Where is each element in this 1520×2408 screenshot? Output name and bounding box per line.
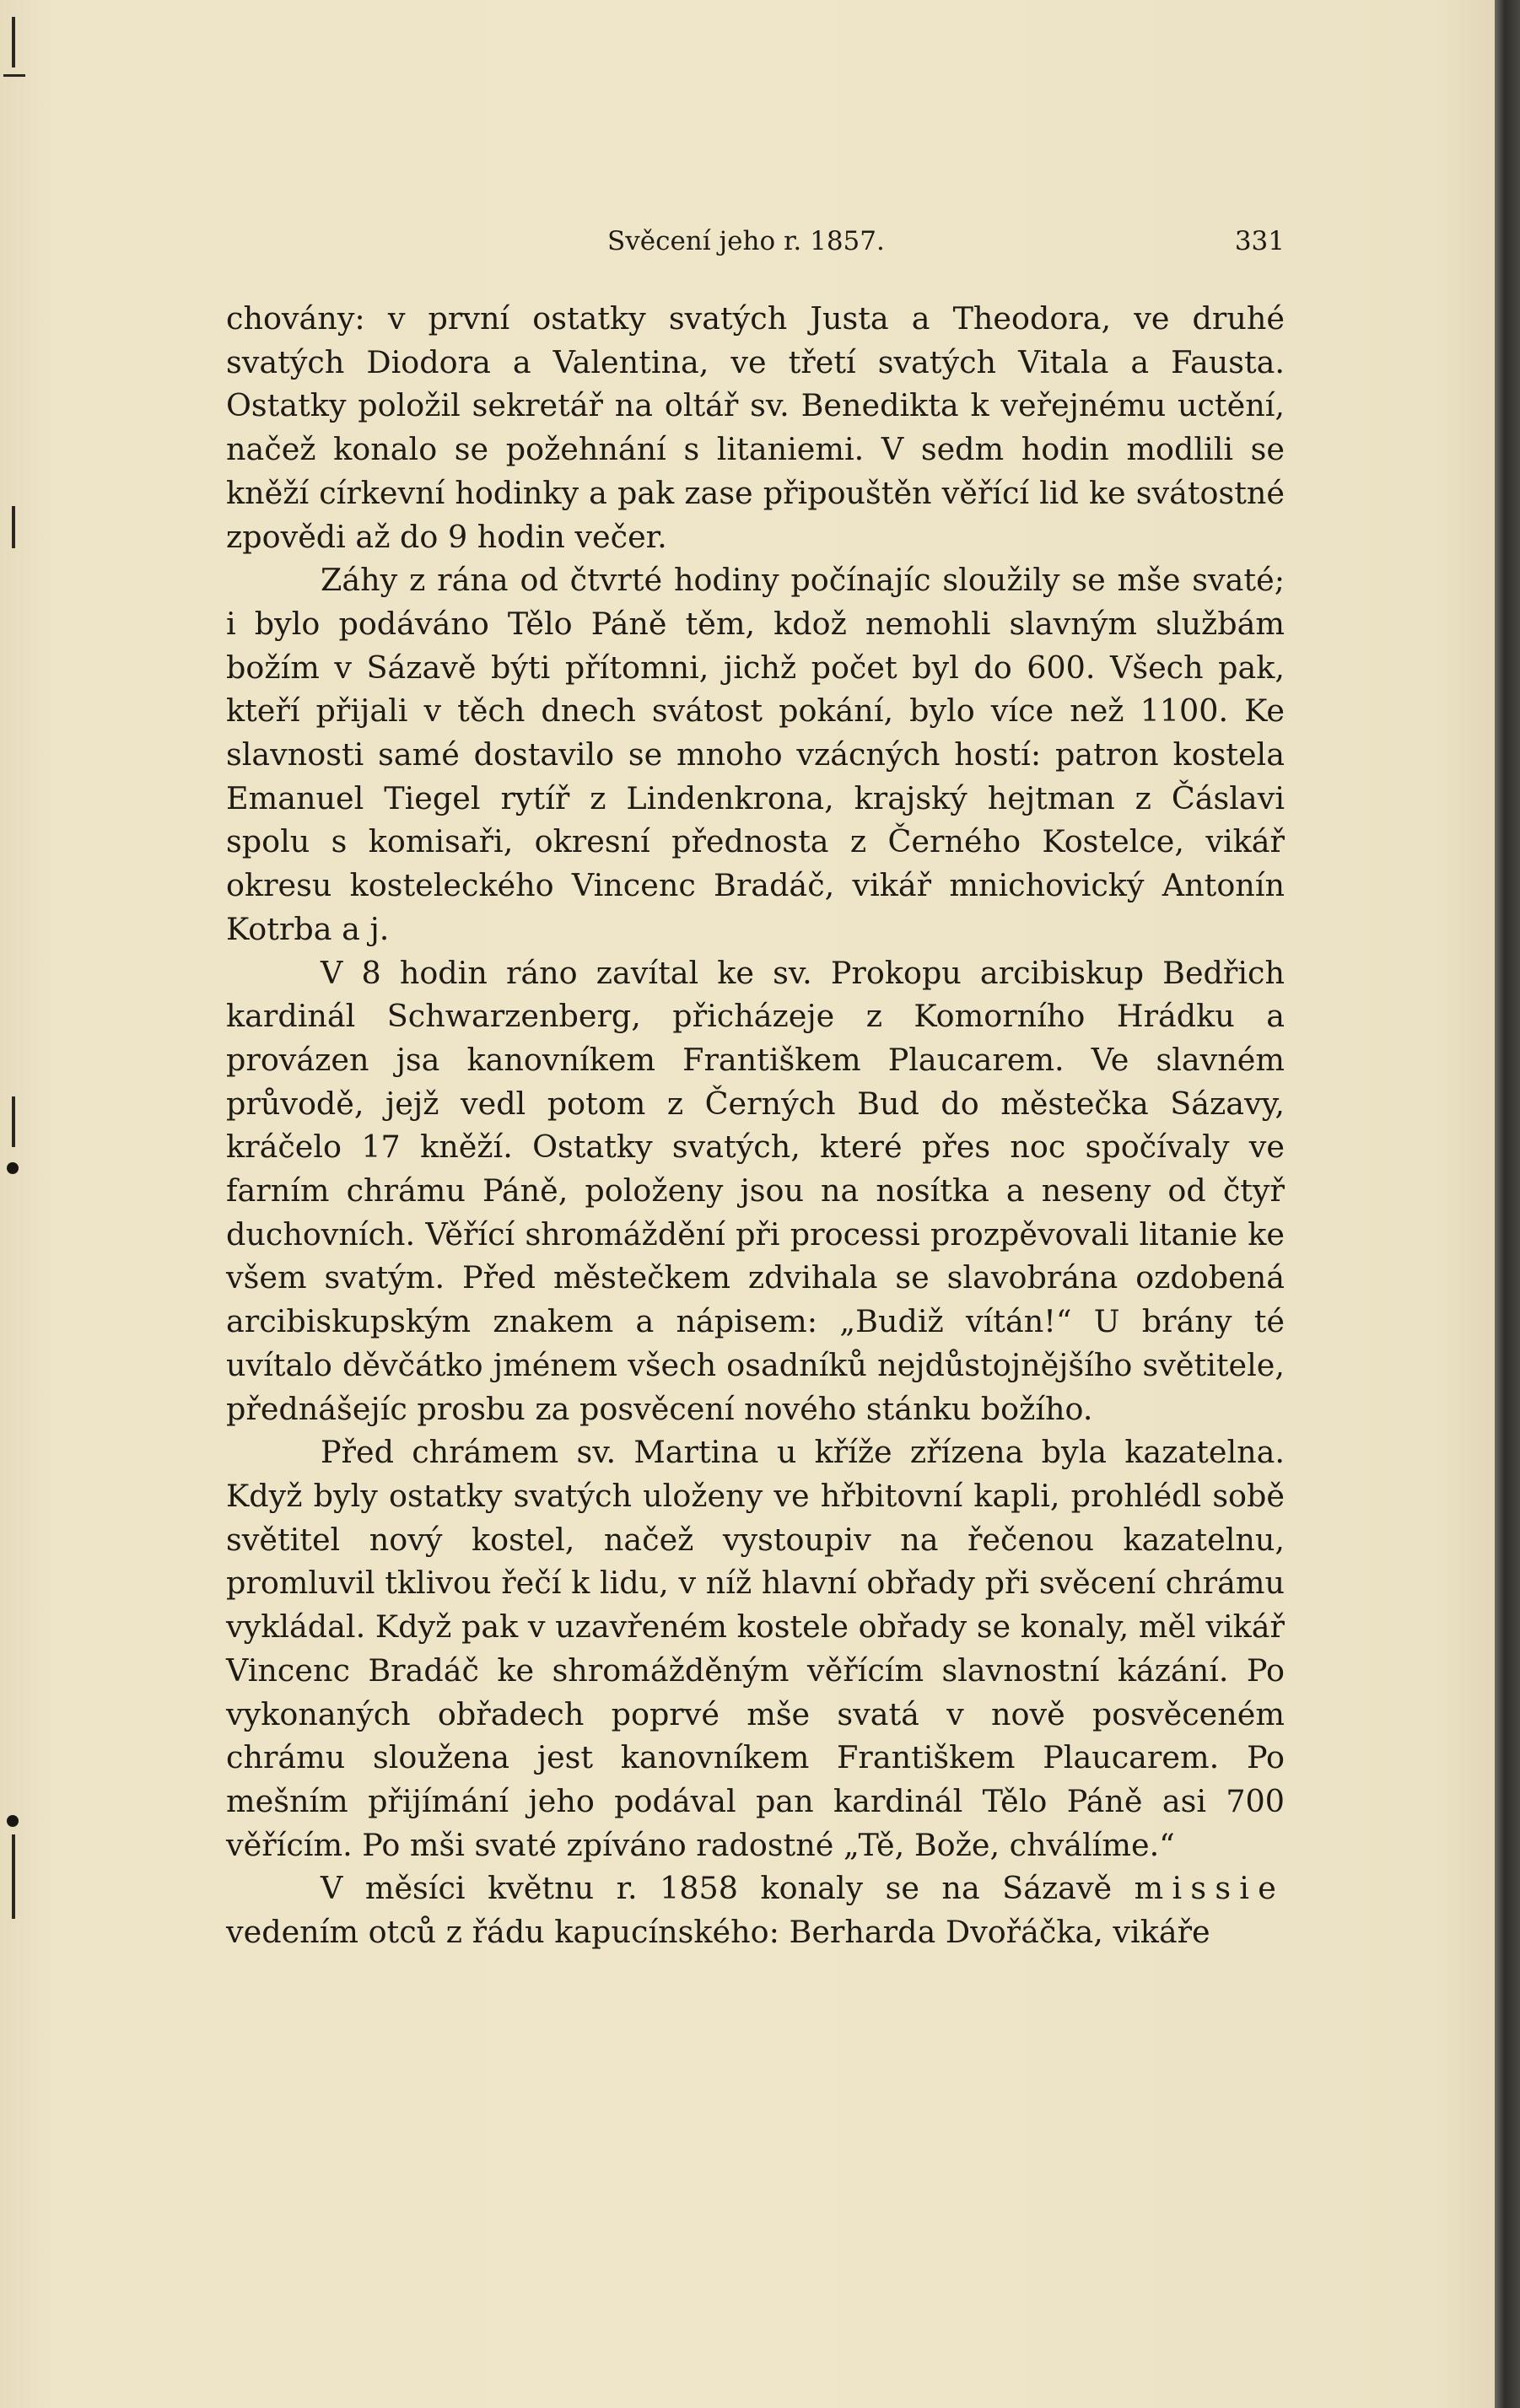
page-number: 331 [1234, 226, 1285, 256]
binding-mark [7, 1815, 19, 1827]
binding-mark [12, 1096, 15, 1147]
paragraph-4: Před chrámem sv. Martina u kříže zřízena byla kazatelna. Když byly ostatky svatých uloženy ve hřbitovní kapli, prohlédl sobě světitel nový kostel, načež vystoupiv na řečenou kazatelnu, promluvil tklivou řečí k lidu, v níž hlavní obřady při svěcení chrámu vykládal. Když pak v uzavřeném kostele obřady se konaly, měl vikář Vincenc Bradáč ke shromážděným věřícím slavnostní kázání. Po vykonaných obřadech poprvé mše svatá v nově posvěceném chrámu sloužena jest kanovníkem Františkem Plaucarem. Po mešním přijímání jeho podával pan kardinál Tělo Páně asi 700 věřícím. Po mši svaté zpíváno radostné „Tě, Bože, chválíme.“ [226, 1434, 1285, 1863]
paragraph-5-start: V měsíci květnu r. 1858 konaly se na Sázavě [321, 1870, 1113, 1907]
paragraph-3: V 8 hodin ráno zavítal ke sv. Prokopu arcibiskup Bedřich kardinál Schwarzenberg, přicházeje z Komorního Hrádku a provázen jsa kanovníkem Františkem Plaucarem. Ve slavném průvodě, jejž vedl potom z Černých Bud do městečka Sázavy, kráčelo 17 kněží. Ostatky svatých, které přes noc spočívaly ve farním chrámu Páně, položeny jsou na nosítka a neseny od čtyř duchovních. Věřící shromáždění při processi prozpěvovali litanie ke všem svatým. Před městečkem zdvihala se slavobrána ozdobená arcibiskupským znakem a nápisem: „Budiž vítán!“ U brány té uvítalo děvčátko jménem všech osadníků nejdůstojnějšího světitele, přednášejíc prosbu za posvěcení nového stánku božího. [226, 954, 1285, 1427]
paragraph-5 [226, 1867, 1285, 1953]
binding-mark [12, 506, 15, 548]
paragraph-2: Záhy z rána od čtvrté hodiny počínajíc sloužily se mše svaté; i bylo podáváno Tělo Páně těm, kdož nemohli slavným službám božím v Sázavě býti přítomni, jichž počet byl do 600. Všech pak, kteří přijali v těch dnech svátost pokání, bylo více než 1100. Ke slavnosti samé dostavilo se mnoho vzácných hostí: patron kostela Emanuel Tiegel rytíř z Lindenkrona, krajský hejtman z Čáslavi spolu s komisaři, okresní přednosta z Černého Kostelce, vikář okresu kosteleckého Vincenc Bradáč, vikář mnichovický Antonín Kotrba a j. [226, 562, 1285, 947]
paragraph-5-end: vedením otců z řádu kapucínského: Berharda Dvořáčka, vikáře [226, 1914, 1210, 1951]
book-edge-shadow [1495, 0, 1520, 2408]
binding-mark [12, 17, 15, 67]
binding-mark [3, 74, 25, 77]
body-text [226, 297, 1285, 1954]
paragraph-1: chovány: v první ostatky svatých Justa a Theodora, ve druhé svatých Diodora a Valentina, ve třetí svatých Vitala a Fausta. Ostatky položil sekretář na oltář sv. Benedikta k veřejnému uctění, načež konalo se požehnání s litaniemi. V sedm hodin modlili se kněží církevní hodinky a pak zase připouštěn věřící lid ke svátostné zpovědi až do 9 hodin večer. [226, 300, 1285, 555]
running-title: Svěcení jeho r. 1857. [607, 226, 885, 256]
binding-mark [12, 1834, 15, 1919]
emphasized-word: missie [1134, 1870, 1286, 1907]
page-header [226, 226, 1285, 268]
binding-mark [7, 1162, 19, 1174]
